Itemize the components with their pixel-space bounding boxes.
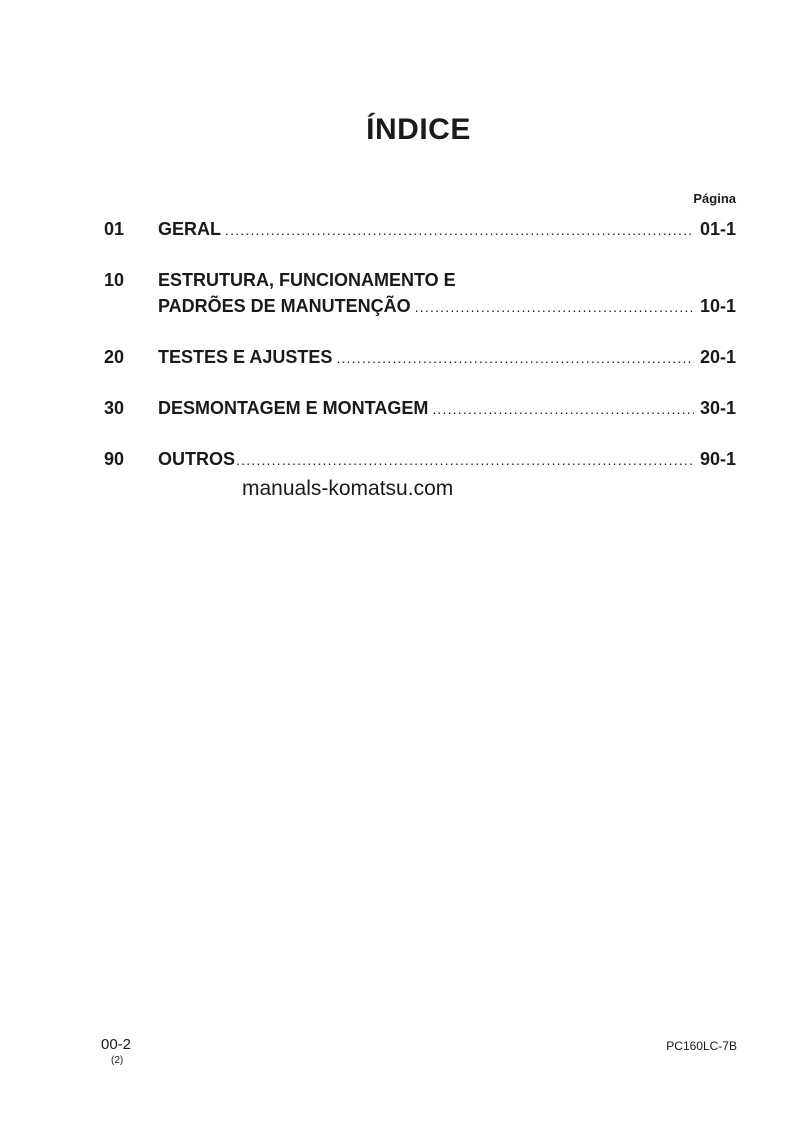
section-page: 90-1 bbox=[699, 449, 736, 469]
dot-leader bbox=[336, 350, 694, 366]
footer-model: PC160LC-7B bbox=[666, 1039, 737, 1053]
section-number: 30 bbox=[104, 398, 125, 418]
section-number: 20 bbox=[104, 347, 125, 367]
dot-leader bbox=[236, 452, 694, 468]
section-number: 90 bbox=[104, 449, 125, 469]
dot-leader bbox=[432, 401, 694, 417]
section-page: 01-1 bbox=[699, 219, 736, 239]
section-number: 10 bbox=[104, 270, 125, 290]
section-number: 01 bbox=[104, 219, 125, 239]
section-title: GERAL bbox=[158, 219, 221, 239]
section-title-line-1: ESTRUTURA, FUNCIONAMENTO E bbox=[158, 270, 456, 290]
footer-revision: (2) bbox=[111, 1055, 124, 1066]
footer-page-number: 00-2 bbox=[101, 1036, 132, 1053]
page-title: ÍNDICE bbox=[366, 113, 471, 146]
page-column-header: Página bbox=[693, 191, 736, 206]
section-title: TESTES E AJUSTES bbox=[158, 347, 333, 367]
watermark-text: manuals-komatsu.com bbox=[242, 477, 454, 500]
dot-leader bbox=[415, 299, 694, 315]
section-title: DESMONTAGEM E MONTAGEM bbox=[158, 398, 429, 418]
section-title: OUTROS bbox=[158, 449, 236, 469]
section-page: 30-1 bbox=[699, 398, 736, 418]
dot-leader bbox=[225, 222, 694, 238]
section-page: 20-1 bbox=[699, 347, 736, 367]
section-page: 10-1 bbox=[699, 296, 736, 316]
section-title-line-2: PADRÕES DE MANUTENÇÃO bbox=[158, 296, 411, 316]
